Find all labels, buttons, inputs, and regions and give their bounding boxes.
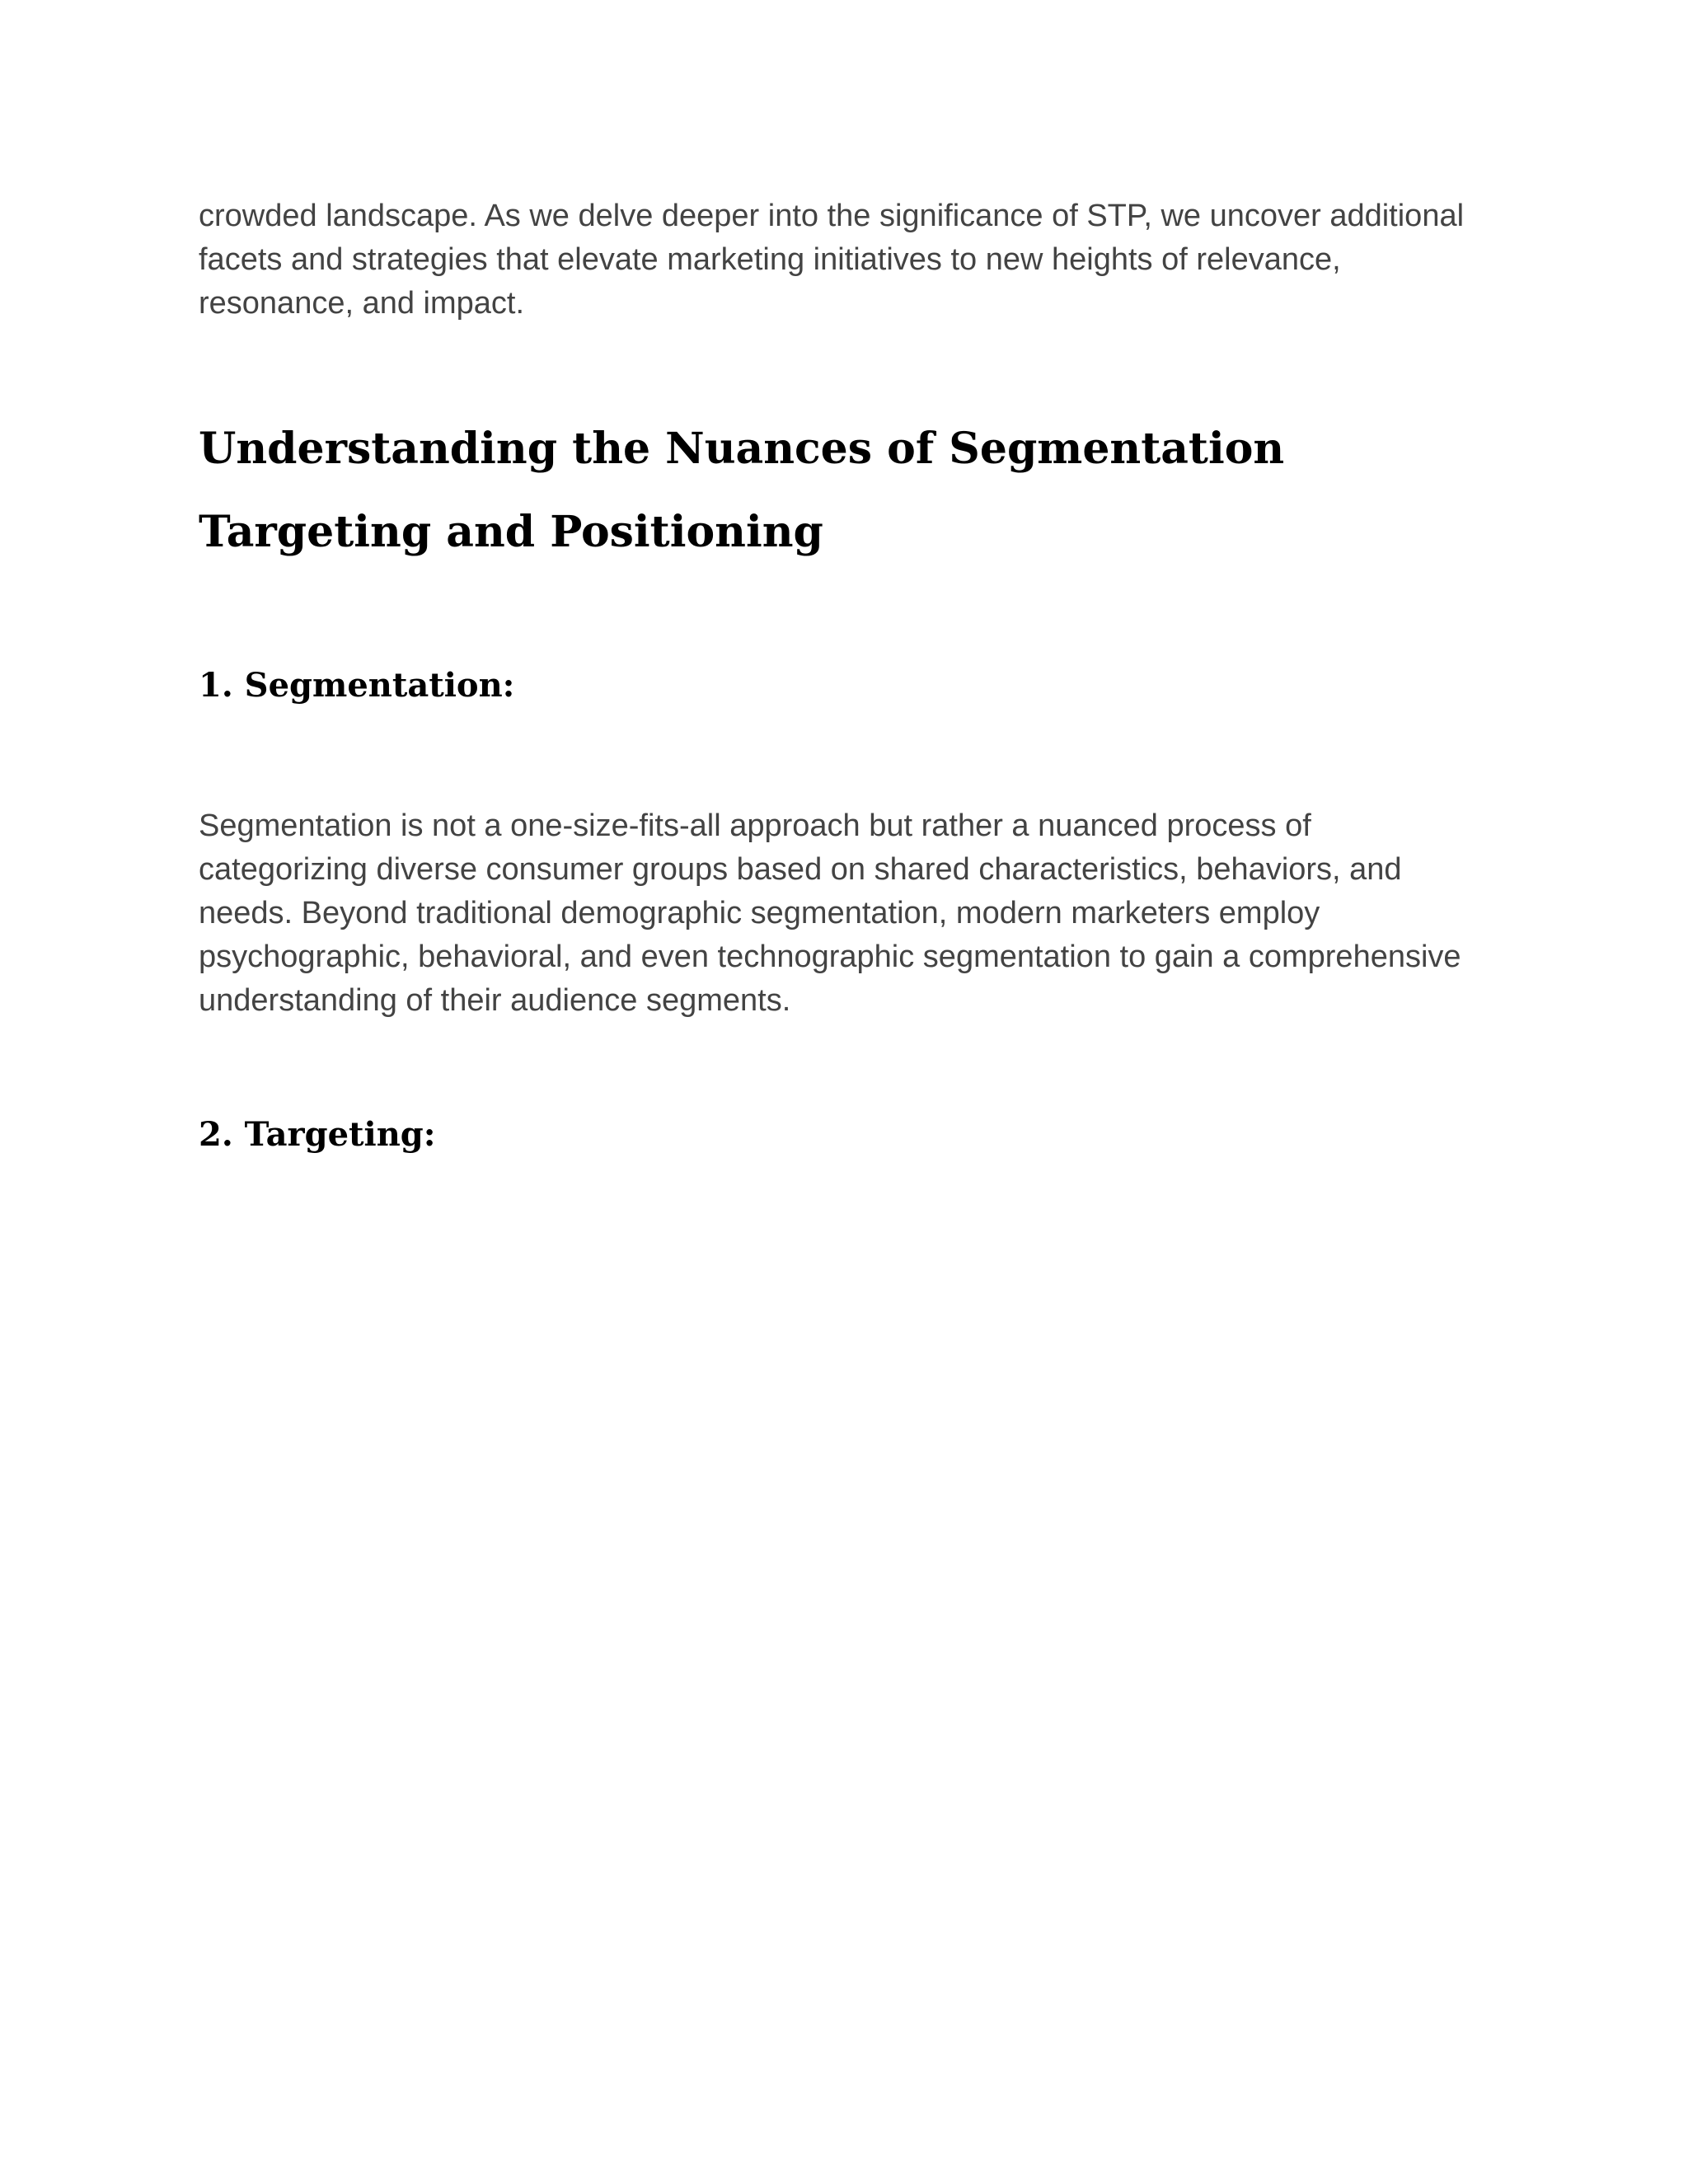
section-heading-segmentation: 1. Segmentation:	[199, 666, 515, 705]
main-heading: Understanding the Nuances of Segmentation Targeting and Positioning	[199, 424, 1285, 557]
section-heading-targeting: 2. Targeting:	[199, 1115, 436, 1154]
intro-paragraph: crowded landscape. As we delve deeper into the significance of STP, we uncover additional facets and strategies that elevate marketing initiatives to new heights of relevance, resonance, and impact.	[199, 199, 1465, 321]
segmentation-paragraph: Segmentation is not a one-size-fits-all approach but rather a nuanced process of categorizing diverse consumer groups based on shared characteristics, behaviors, and needs. Beyond traditional demographic segmentation, modern marketers employ psychographic, behavioral, and even technographic segmentation to gain a comprehensive understanding of their audience segments.	[199, 808, 1461, 1018]
